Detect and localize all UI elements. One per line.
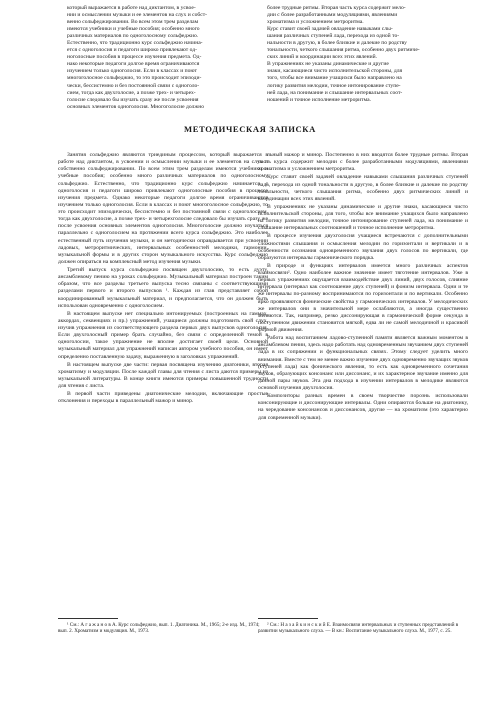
top-right-line: знаки, касающиеся чисто исполнительской стороны, для [267, 68, 403, 75]
top-left-line: ется с одноголосия и педагоги широко привлекают од- [67, 47, 197, 54]
paragraph: Работа над воспитанием ладово-ступенной памяти является важным моментом в ансамблевом пении, здесь надо работать над одновременным звучанием двух ступеней лада в их сопряжении и функциональных связях. Этому следует уделить много внимания. Вместе с тем не менее важно изучение двух одновременно звучащих звуков (ступеней лада) как фонического явления, то есть как одновременного сочетания звуков, образующих консонанс или диссонанс, и их характерное звучание именно для данной пары звуков. Эта дна подхода в изучении интервалов в мелодике являются основой изучения двухголосия. [258, 335, 468, 391]
top-left-line: изучением только одноголосия. Если в классах и поют [67, 68, 197, 75]
previous-page-fragment [0, 0, 500, 118]
paragraph: В упражнениях не указаны динамические и другие знаки, касающиеся чисто исполнительской стороны, для того, чтобы все внимание учащихся было направлено на логику развития мелодии, точное интонирование ступеней лада, на понимание и слышание интервальных соотношений и точное исполнение метроритма. [258, 203, 468, 232]
body-right-column [258, 152, 468, 423]
paragraph: Третий выпуск курса сольфеджио посвящен двухголосию, то есть дуэту, ансамблевому пению на уроках сольфеджио. Музыкальный материал построен таким образом, что все разделы третьего выпуска тесно связаны с соответствующими разделами первого и второго выпусков ¹. Каждая из глав представляет собой координированный музыкальный материал, и предполагается, что он должен быть использован одновременно с одноголосием. [58, 267, 268, 309]
body-left-column [58, 152, 268, 406]
top-right-line: дии с более разработанными модуляциями, явлениями [267, 12, 398, 19]
footnote-rule [58, 618, 118, 619]
footnote-text: ² См.: Н а з а й к и н с к и й Е. Взаимосвязи интервальных и ступенных представлений в развитии музыкального слуха. — В кн.: Воспитание музыкального слуха. М., 1977, с. 25. [258, 622, 459, 635]
top-right-line: нальности в другую, в более близкие и далекие по родству [267, 40, 407, 47]
paragraph: Курс ставит своей задачей овладение навыками слышания различных ступеней лада, перехода из одной тональности в другую, в более близкие и далекие по родству тональности, четкого слышания ритма, особенно двух ритмических линий и координации всех этих явлений. [258, 174, 468, 202]
footnote-rule [258, 618, 318, 619]
top-left-column [58, 5, 263, 111]
top-left-line: ноголосные пособия в процессе изучения предмета. Од- [67, 54, 202, 61]
top-right-line: Курс ставит своей задачей овладение навыками слы- [267, 26, 393, 33]
paragraph: В настоящем выпуске нет специально интонируемых (построенных на гаммах, аккордах, секвенциях и пр.) упражнений, учащиеся должны подготовить свой слух, изучив упражнения из соответствующего раздела первых двух выпусков одноголосия. Если двухголосный пример брать случайно, без связи с определенной темой в одноголосии, такое упражнение не вполне достигает своей цели. Основной музыкальный материал для упражнений написан автором учебного пособия, он имеет определенно поставленную задачу, выраженную в заголовках упражнений. [58, 310, 268, 360]
top-left-line: нии и осмыслении музыки и ее элементов на слух и собст- [67, 12, 208, 19]
top-right-line: более трудные ритмы. Вторая часть курса содержит мело- [267, 5, 406, 11]
top-left-line: голосие следовало бы изучать сразу же после усвоения [67, 96, 199, 103]
paragraph: В первой части приведены диатонические мелодии, включающие простые отклонения и переходы в параллельный мажор и минор. [58, 391, 268, 405]
footnote-left [58, 618, 268, 634]
top-right-line: ней лада, на понимание и слышание интервальных соот- [267, 89, 403, 96]
top-right-line: шания различных ступеней лада, перехода из одной то- [267, 33, 400, 40]
top-left-line: Естественно, что традиционно курс сольфеджио начина- [67, 40, 203, 47]
top-left-line: венно сольфеджировании. Во всем этом трем разделам [67, 19, 199, 26]
paragraph: В настоящем выпуске две части: первая посвящена изучению диатоники, вторая хроматизму и модуляции. После каждой главы для чтения с листа даются примеры из музыкальной литературы. В конце книги имеются примеры повышенной трудности для чтения с листа. [58, 361, 268, 389]
paragraph: Занятия сольфеджио являются триединым процессом, который выражается в работе над диктантом, в усвоении и осмыслении музыки и ее элементов на слух и собственно сольфеджировании. По всем этим трем разделам имеются учебники и учебные пособия; особенно много различных материалов по одноголосному сольфеджио. Естественно, что традиционно курс сольфеджио начинается с одноголосия и педагоги широко привлекают одноголосные пособия в процессе изучения предмета. Однако некоторые педагоги долгое время ограничиваются изучением только одноголосия. Если в классах и поют многоголосное сольфеджио, то это происходит эпизодически, бессистемно и без постоянной связи с одноголосием, тогда как двухголосие, а позже трех- и четырехголосие следовало бы изучать сразу же после усвоения основных элементов одноголосия. Многоголосие должно изучаться параллельно с одноголосием на протяжении всего курса сольфеджио. Это наиболее естественный путь изучения музыки, и он методически оправдывается при усвоении ладовых, метроритмических, интервальных особенностей мелодики, гармонии, музыкальной формы и в других сторон музыкального искусства. Курс сольфеджио должен опираться на комплексный метод изучения музыки. [58, 152, 268, 265]
top-left-line: нако некоторые педагоги долгое время ограничиваются [67, 61, 200, 68]
paragraph: В природе и функциях интервалов имеется много различных аспектов взаимосвязи². Одно наиболее важное значение имеет тяготение интервалов. Уже в первых упражнениях ощущается взаимодействие двух линий, двух голосов, слияние интервала (интервал как соотношение двух ступеней) и фонизм интервала. Одни и те же интервалы по-разному воспринимаются по горизонтали и по вертикали. Особенно ярко проявляются фонические свойства у гармонических интервалов. У мелодических же интервалов они в значительной мере ослабляются, а иногда существенно меняются. Так, например, резко диссонирующая в гармонической форме секунда в поступенном движении становится мягкой, едва ли не самой мелодичной и красивой формой движения. [258, 262, 468, 333]
top-right-column [258, 5, 463, 104]
section-title: МЕТОДИЧЕСКАЯ ЗАПИСКА [184, 124, 316, 134]
top-left-line: сием, тогда как двухголосие, а позже трех- и четырех- [67, 89, 196, 96]
top-left-line: основных элементов одноголосия. Многоголосие должно [67, 103, 205, 110]
top-left-line: многоголосное сольфеджио, то это происходит эпизоди- [67, 75, 202, 82]
top-right-line: тональности, четкого слышания ритма, особенно двух ритмиче- [267, 47, 420, 54]
top-left-line: имеются учебники и учебные пособия; особенно много [67, 26, 200, 33]
paragraph: Композиторы разных времен в своем творчестве порознь использовали консонирующие и диссонирующие интервалы. Одни опираются больше на диатонику, на чередование консонансов и диссонансов, другие — на хроматизм (это характерно для современной музыки). [258, 393, 468, 421]
top-right-line: ских линий и координации всех этих явлений. [267, 54, 377, 61]
top-right-line: ношений и точное исполнение метроритма. [267, 96, 372, 103]
top-left-line: чески, бессистемно и без постоянной связи с одноголо- [67, 82, 200, 89]
top-left-line: который выражается в работе над диктантом, в усвое- [67, 5, 196, 11]
top-right-line: логику развития мелодии, точное интонирование ступе- [267, 82, 401, 89]
top-right-line: того, чтобы все внимание учащихся было направлено на [267, 75, 402, 82]
footnote-text: ¹ См.: А г а ж а н о в А. Курс сольфеджио, вып. 1. Диатоника. М., 1965; 2-е изд. М., 1974; вып. 2. Хроматизм и модуляция. М., 1973. [58, 622, 260, 635]
paragraph: В процессе изучения двухголосия учащиеся встречаются с дополнительными сложностями слышания и осмысления мелодии по горизонтали и вертикали и в особенности осознания одновременного звучания двух голосов по вертикали, где образуются интервалы гармонического порядка. [258, 233, 468, 261]
top-right-line: В упражнениях не указаны динамические и другие [267, 61, 389, 68]
paragraph: льный мажор и минор. Постепенно в них вводятся более трудные ритмы. Вторая часть курса содержит мелодии с более разработанными модуляциями, явлениями хроматизма и усложнением метроритма. [258, 152, 468, 173]
top-right-line: хроматизма и усложнением метроритма. [267, 19, 364, 26]
footnote-right [258, 618, 468, 634]
top-left-line: различных материалов по одноголосному сольфеджио. [67, 33, 199, 40]
